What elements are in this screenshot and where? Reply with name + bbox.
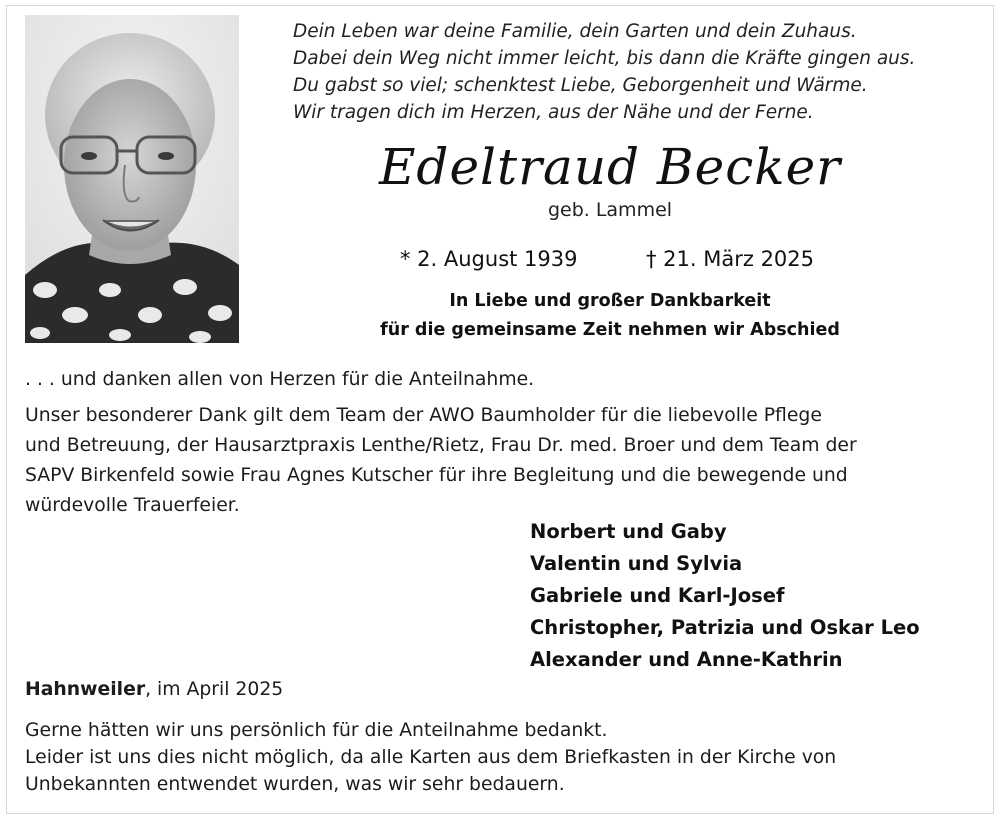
special-thanks-line: Unser besonderer Dank gilt dem Team der AWO Baumholder für die liebevolle Pflege bbox=[25, 405, 822, 426]
poem-line: Dabei dein Weg nicht immer leicht, bis dann die Kräfte gingen aus. bbox=[293, 48, 916, 69]
note-line: Leider ist uns dies nicht möglich, da alle Karten aus dem Briefkasten in der Kirche von bbox=[25, 747, 837, 768]
death-date: † 21. März 2025 bbox=[646, 247, 815, 271]
portrait-photo bbox=[25, 15, 239, 343]
mourner-name: Valentin und Sylvia bbox=[530, 552, 743, 575]
special-thanks-line: SAPV Birkenfeld sowie Frau Agnes Kutscher für ihre Begleitung und die bewegende und bbox=[25, 465, 848, 486]
place-date-text: , im April 2025 bbox=[145, 679, 284, 700]
note-line: Gerne hätten wir uns persönlich für die Anteilnahme bedankt. bbox=[25, 720, 608, 741]
poem-line: Wir tragen dich im Herzen, aus der Nähe und der Ferne. bbox=[293, 102, 814, 123]
thanks-section bbox=[25, 365, 985, 521]
mourner-name: Christopher, Patrizia und Oskar Leo bbox=[530, 616, 920, 639]
note-line: Unbekannten entwendet wurden, was wir sehr bedauern. bbox=[25, 774, 565, 795]
mourner-name: Alexander und Anne-Kathrin bbox=[530, 648, 843, 671]
maiden-name: geb. Lammel bbox=[547, 199, 673, 221]
farewell-line: In Liebe und großer Dankbarkeit bbox=[449, 291, 771, 311]
mourner-name: Gabriele und Karl-Josef bbox=[530, 584, 785, 607]
poem-line: Dein Leben war deine Familie, dein Garten und dein Zuhaus. bbox=[293, 21, 857, 42]
special-thanks-line: würdevolle Trauerfeier. bbox=[25, 495, 240, 516]
deceased-name: Edeltraud Becker bbox=[378, 138, 842, 196]
poem bbox=[293, 18, 983, 126]
place-city: Hahnweiler bbox=[25, 679, 146, 700]
special-thanks-line: und Betreuung, der Hausarztpraxis Lenthe/Rietz, Frau Dr. med. Broer und dem Team der bbox=[25, 435, 857, 456]
poem-line: Du gabst so viel; schenktest Liebe, Geborgenheit und Wärme. bbox=[293, 75, 868, 96]
place-date bbox=[25, 676, 283, 704]
closing-note bbox=[25, 717, 985, 798]
farewell-line: für die gemeinsame Zeit nehmen wir Abschied bbox=[380, 320, 840, 340]
mourner-name: Norbert und Gaby bbox=[530, 520, 727, 543]
birth-date: * 2. August 1939 bbox=[400, 247, 578, 271]
farewell-statement bbox=[300, 287, 920, 345]
general-thanks: . . . und danken allen von Herzen für die Anteilnahme. bbox=[25, 369, 535, 390]
mourners-list bbox=[530, 516, 980, 676]
